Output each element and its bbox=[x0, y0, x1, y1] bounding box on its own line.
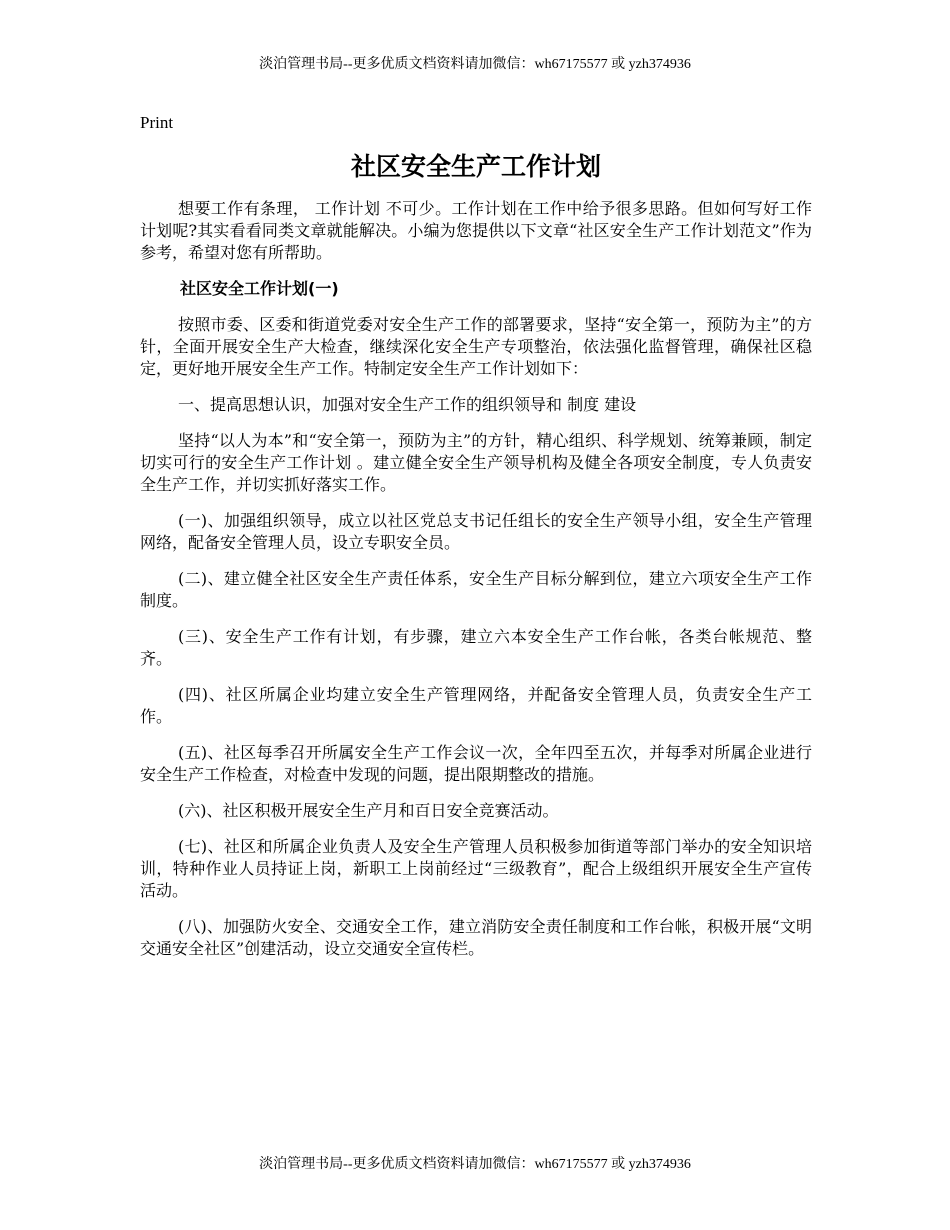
paragraph-item-1: (一)、加强组织领导，成立以社区党总支书记任组长的安全生产领导小组，安全生产管理网络，配备安全管理人员，设立专职安全员。 bbox=[140, 511, 812, 552]
paragraph-item-2: (二)、建立健全社区安全生产责任体系，安全生产目标分解到位，建立六项安全生产工作制度。 bbox=[140, 569, 812, 610]
document-body bbox=[140, 112, 812, 974]
print-label: Print bbox=[140, 113, 174, 132]
paragraph-overview: 按照市委、区委和街道党委对安全生产工作的部署要求，坚持“安全第一，预防为主”的方针，全面开展安全生产大检查，继续深化安全生产专项整治，依法强化监督管理，确保社区稳定，更好地开展安全生产工作。特制定安全生产工作计划如下： bbox=[140, 315, 812, 378]
footer-watermark-note: 淡泊管理书局--更多优质文档资料请加微信：wh67175577 或 yzh374936 bbox=[259, 1157, 691, 1172]
header-watermark-note: 淡泊管理书局--更多优质文档资料请加微信：wh67175577 或 yzh374936 bbox=[259, 57, 691, 72]
intro-paragraph: 想要工作有条理， 工作计划 不可少。工作计划在工作中给予很多思路。但如何写好工作计划呢?其实看看同类文章就能解决。小编为您提供以下文章“社区安全生产工作计划范文”作为参考，希望对您有所帮助。 bbox=[140, 199, 812, 262]
paragraph-item-8: (八)、加强防火安全、交通安全工作，建立消防安全责任制度和工作台帐，积极开展“文明交通安全社区”创建活动，设立交通安全宣传栏。 bbox=[140, 917, 812, 958]
section-heading: 社区安全工作计划(一) bbox=[180, 279, 339, 298]
document-title: 社区安全生产工作计划 bbox=[350, 152, 601, 181]
paragraph-principle: 坚持“以人为本”和“安全第一，预防为主”的方针，精心组织、科学规划、统筹兼顾，制定切实可行的安全生产工作计划 。建立健全安全生产领导机构及健全各项安全制度，专人负责安全生产工作，并切实抓好落实工作。 bbox=[140, 431, 812, 494]
paragraph-heading-one: 一、提高思想认识，加强对安全生产工作的组织领导和 制度 建设 bbox=[178, 395, 637, 414]
paragraph-item-5: (五)、社区每季召开所属安全生产工作会议一次，全年四至五次，并每季对所属企业进行安全生产工作检查，对检查中发现的问题，提出限期整改的措施。 bbox=[140, 743, 812, 784]
paragraph-item-6: (六)、社区积极开展安全生产月和百日安全竞赛活动。 bbox=[178, 801, 559, 820]
paragraph-item-3: (三)、安全生产工作有计划，有步骤，建立六本安全生产工作台帐，各类台帐规范、整齐。 bbox=[140, 627, 812, 668]
paragraph-item-4: (四)、社区所属企业均建立安全生产管理网络，并配备安全管理人员，负责安全生产工作。 bbox=[140, 685, 812, 726]
paragraph-item-7: (七)、社区和所属企业负责人及安全生产管理人员积极参加街道等部门举办的安全知识培训，特种作业人员持证上岗，新职工上岗前经过“三级教育”，配合上级组织开展安全生产宣传活动。 bbox=[140, 837, 812, 900]
